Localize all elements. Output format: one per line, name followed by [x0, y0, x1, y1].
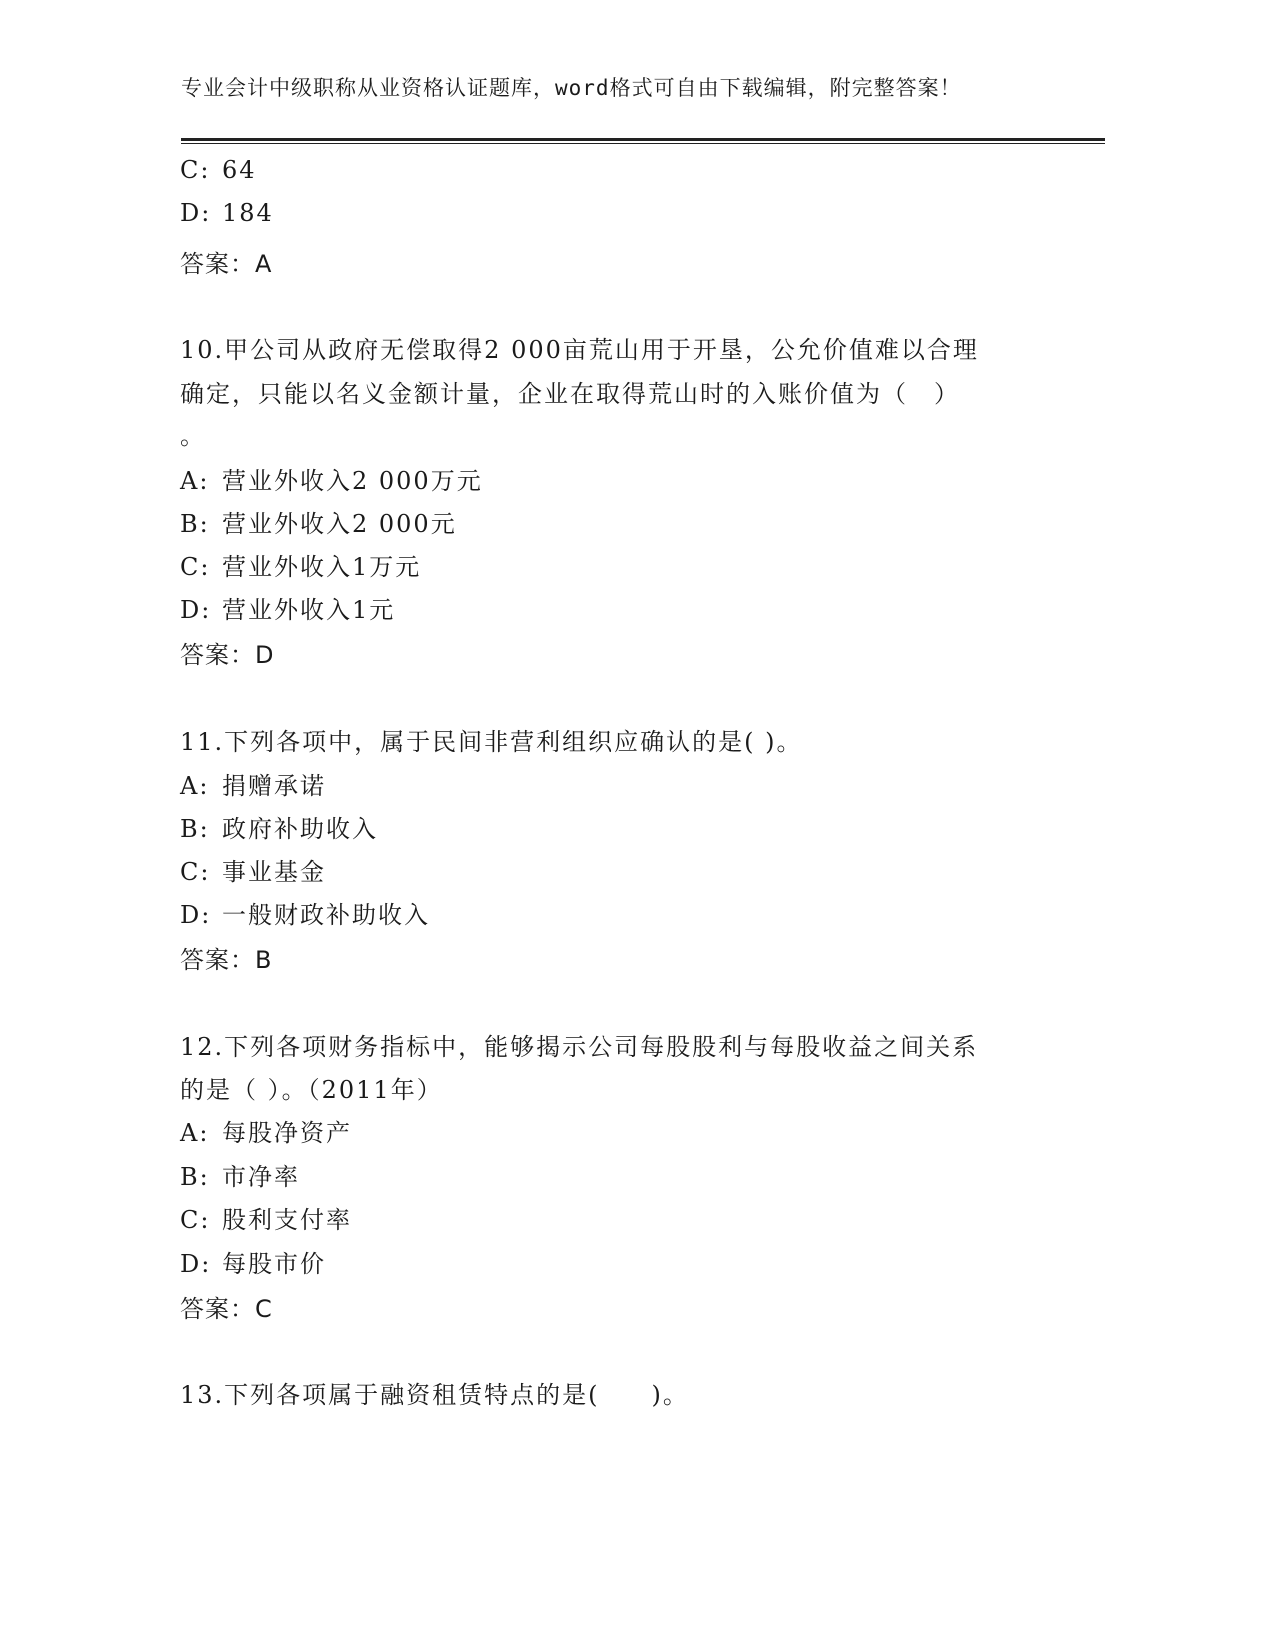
option-text: 184: [222, 199, 274, 227]
option-d: [180, 590, 395, 625]
option-c: [180, 852, 326, 887]
option-text: 政府补助收入: [222, 815, 378, 843]
answer: 答案：C: [180, 1295, 273, 1323]
header-rule-thin: [181, 143, 1105, 144]
question-12-text: 12.下列各项财务指标中，能够揭示公司每股股利与每股收益之间关系: [180, 1033, 979, 1061]
option-text: 每股净资产: [222, 1119, 352, 1147]
option-a: [180, 1113, 352, 1148]
option-label: D:: [180, 199, 212, 227]
header-rule: [181, 138, 1105, 141]
option-label: A:: [180, 772, 210, 800]
option-label: B:: [180, 815, 210, 843]
option-label: A:: [180, 1119, 210, 1147]
option-a: [180, 766, 326, 801]
question-13-text: 13.下列各项属于融资租赁特点的是( )。: [180, 1381, 689, 1409]
option-text: 股利支付率: [222, 1206, 352, 1234]
question-12-text: 的是（ ）。（2011年）: [180, 1076, 443, 1104]
option-text: 64: [222, 156, 257, 184]
option-b: [180, 1157, 300, 1192]
answer: 答案：A: [180, 250, 273, 278]
option-text: 营业外收入2 000元: [222, 510, 457, 538]
option-label: C:: [180, 156, 211, 184]
option-text: 捐赠承诺: [222, 772, 326, 800]
option-d: [180, 199, 274, 227]
option-label: C:: [180, 1206, 211, 1234]
option-c: [180, 156, 257, 184]
page-header: 专业会计中级职称从业资格认证题库，word格式可自由下载编辑，附完整答案！: [181, 76, 962, 100]
question-10-text: 确定，只能以名义金额计量，企业在取得荒山时的入账价值为（ ）: [180, 380, 960, 408]
option-label: D:: [180, 596, 212, 624]
option-text: 营业外收入1元: [222, 596, 396, 624]
option-label: C:: [180, 858, 211, 886]
option-label: B:: [180, 510, 210, 538]
option-d: [180, 895, 430, 930]
option-d: [180, 1244, 326, 1279]
answer: 答案：B: [180, 946, 273, 974]
option-label: A:: [180, 467, 210, 495]
option-label: D:: [180, 1250, 212, 1278]
option-text: 每股市价: [222, 1250, 326, 1278]
option-b: [180, 504, 457, 539]
option-text: 营业外收入2 000万元: [222, 467, 483, 495]
option-text: 营业外收入1万元: [222, 553, 422, 581]
question-10-text: 。: [180, 422, 206, 450]
option-text: 一般财政补助收入: [222, 901, 430, 929]
option-text: 市净率: [222, 1163, 300, 1191]
option-label: B:: [180, 1163, 210, 1191]
option-c: [180, 1200, 352, 1235]
option-c: [180, 547, 421, 582]
question-10-text: 10.甲公司从政府无偿取得2 000亩荒山用于开垦，公允价值难以合理: [180, 336, 979, 364]
option-a: [180, 461, 483, 496]
option-label: C:: [180, 553, 211, 581]
option-text: 事业基金: [222, 858, 326, 886]
option-label: D:: [180, 901, 212, 929]
question-11-text: 11.下列各项中，属于民间非营利组织应确认的是( )。: [180, 728, 803, 756]
answer: 答案：D: [180, 641, 275, 669]
option-b: [180, 809, 378, 844]
